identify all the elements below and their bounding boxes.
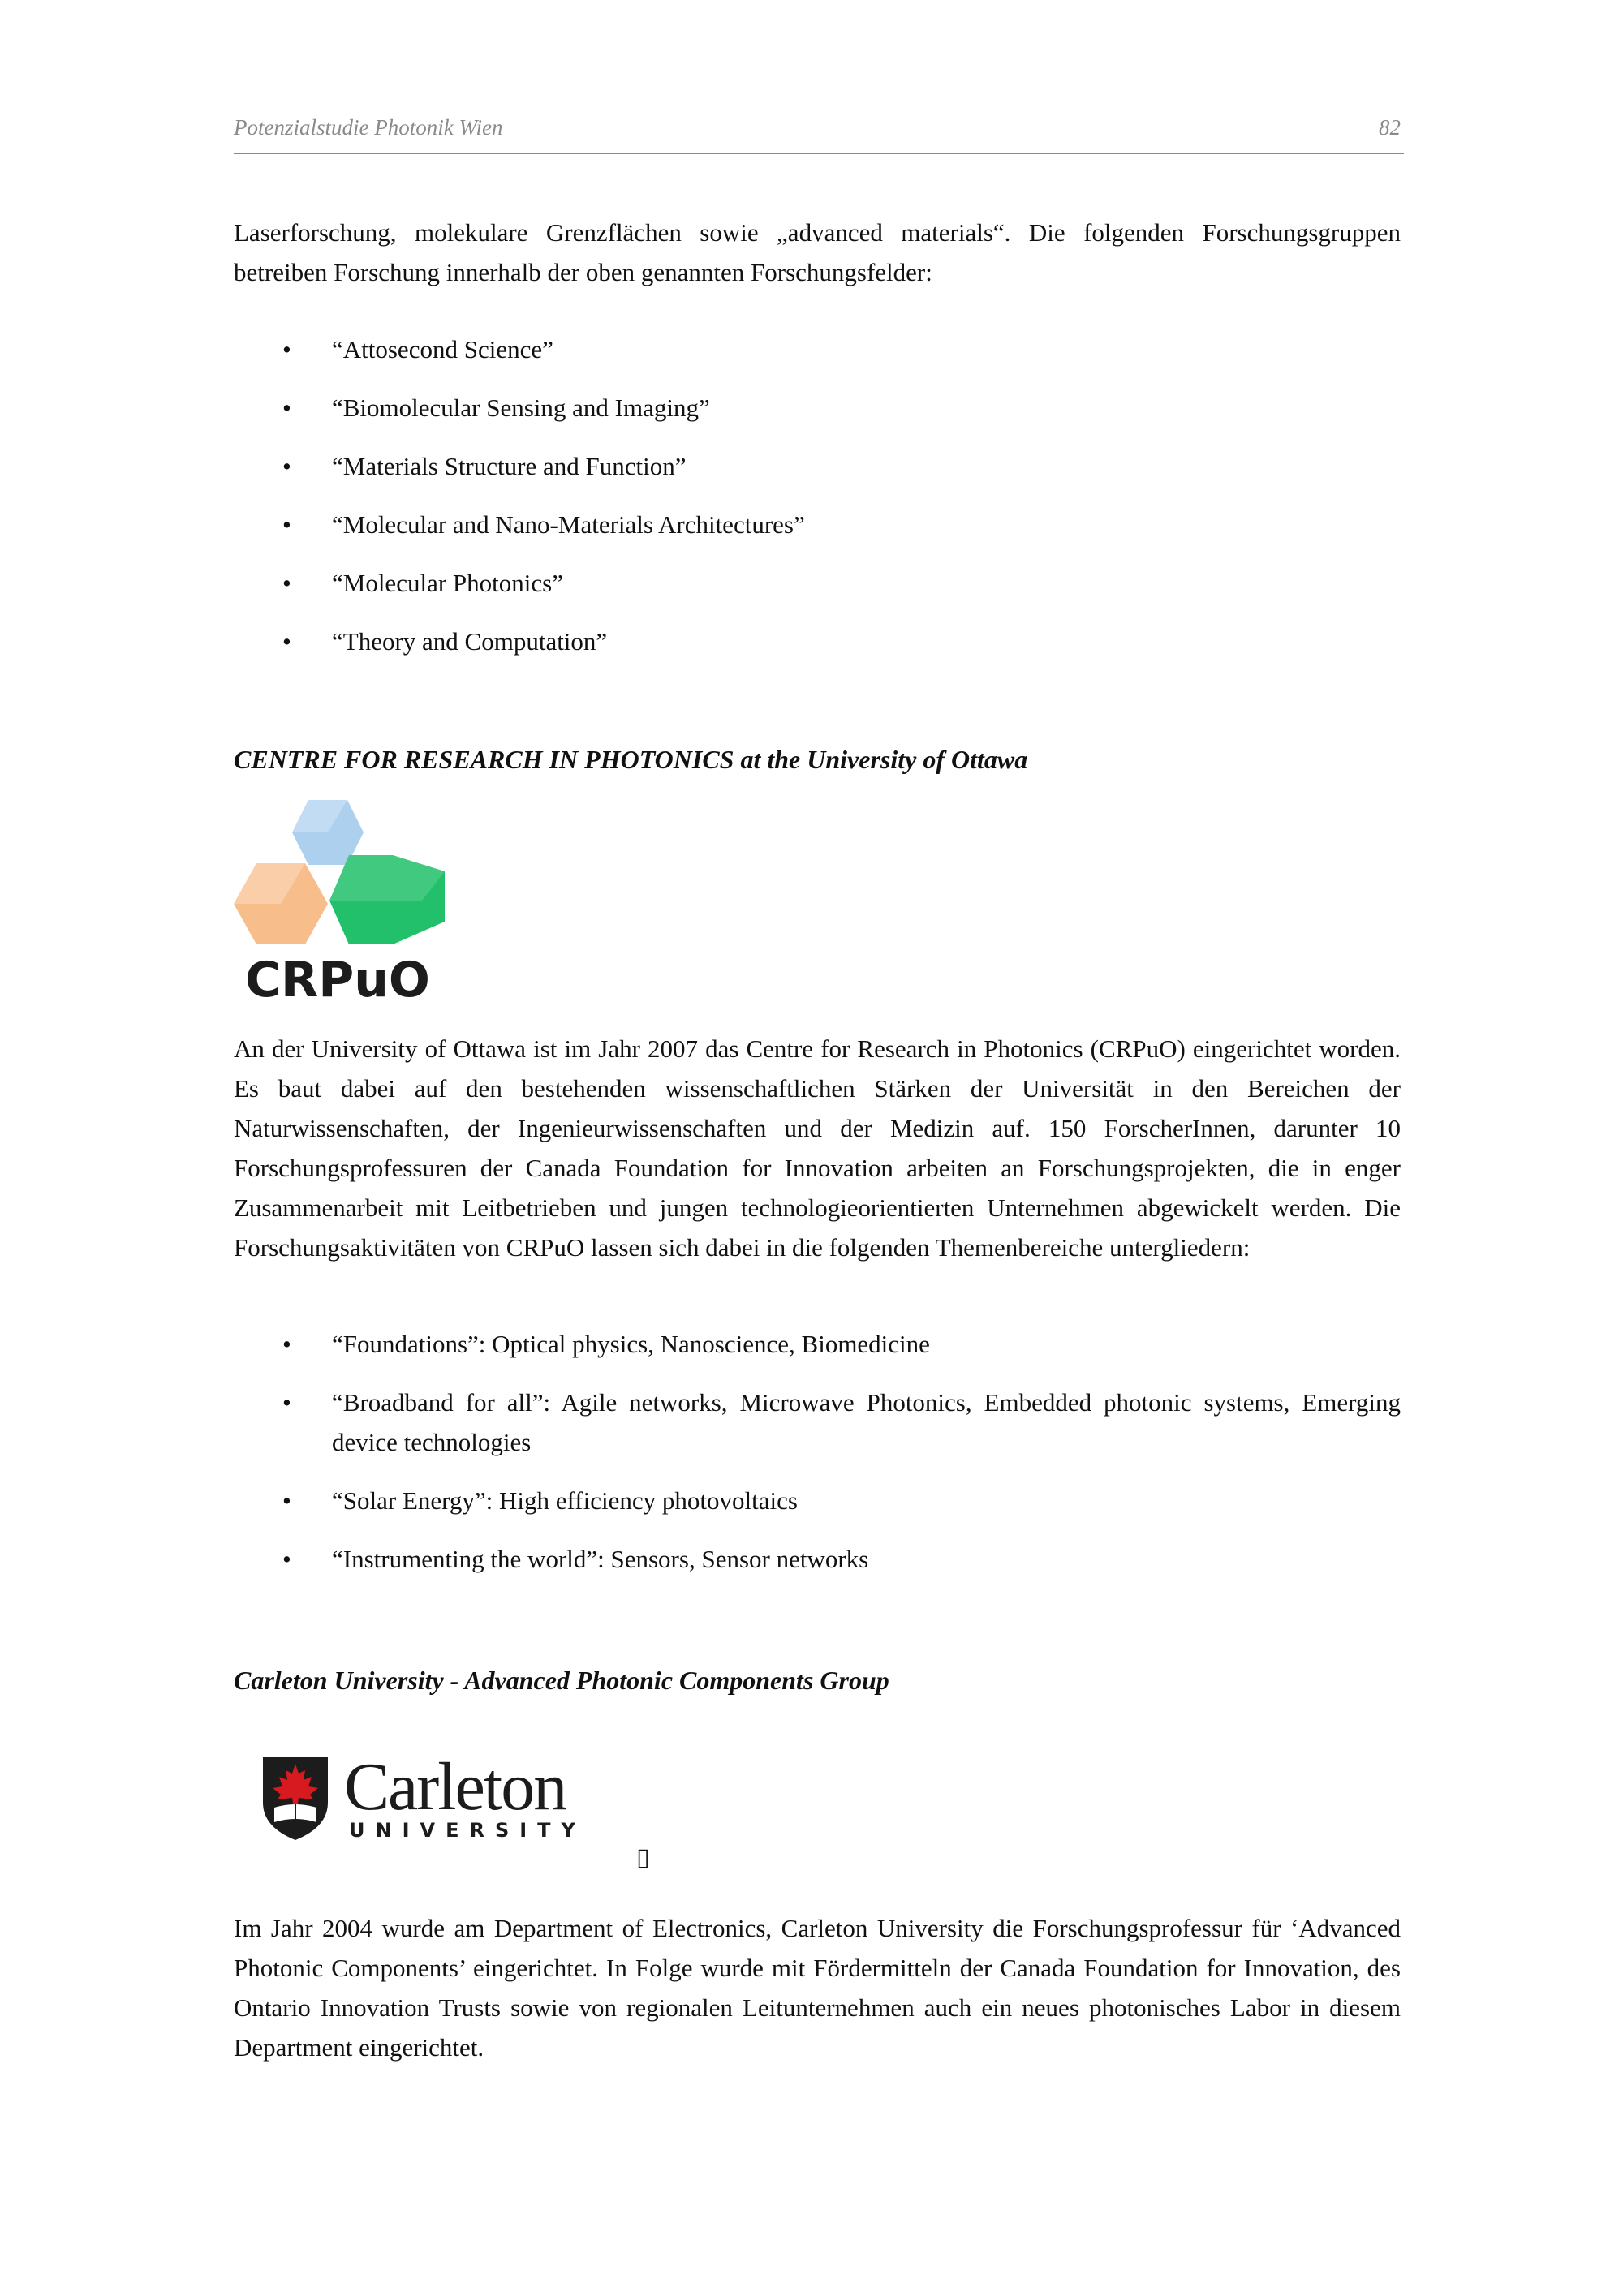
carleton-logo-name: Carleton xyxy=(344,1752,566,1825)
orange-cube-icon xyxy=(234,863,328,944)
crpuo-heading: CENTRE FOR RESEARCH IN PHOTONICS at the University of Ottawa xyxy=(234,745,1028,774)
carleton-paragraph: Im Jahr 2004 wurde am Department of Electronics, Carleton University die Forschungsprofessur für ‘Advanced Photonic Components’ eingerichtet. In Folge wurde mit Fördermitteln der Canada Foundation for Innovation, des Ontario Innovation Trusts sowie von regionalen Leitunternehmen auch ein neues photonisches Labor in diesem Department eingerichtet. xyxy=(234,1914,1401,2062)
header-title: Potenzialstudie Photonik Wien xyxy=(234,115,503,140)
list-item: • “Molecular Photonics” xyxy=(282,569,563,597)
green-cube-icon xyxy=(329,855,445,944)
list-item: • “Theory and Computation” xyxy=(282,627,608,656)
list-item: • “Molecular and Nano-Materials Architectures” xyxy=(282,510,805,539)
crpuo-logo xyxy=(234,800,445,1007)
list-item: • “Biomolecular Sensing and Imaging” xyxy=(282,393,710,422)
list-item: • “Solar Energy”: High efficiency photovoltaics xyxy=(282,1486,798,1515)
list-item: • “Attosecond Science” xyxy=(282,335,553,363)
page-header xyxy=(234,115,1404,154)
carleton-shield-icon xyxy=(263,1757,328,1840)
page-number: 82 xyxy=(1379,115,1401,140)
carleton-logo xyxy=(260,1752,625,1842)
crpuo-logo-text: CRPuO xyxy=(245,952,430,1007)
stray-glyph: ▯ xyxy=(636,1843,650,1872)
crpuo-topics-list xyxy=(234,1324,1401,1579)
carleton-logo-sub: UNIVERSITY xyxy=(349,1819,586,1842)
list-item: • “Instrumenting the world”: Sensors, Sensor networks xyxy=(282,1545,869,1573)
list-item: • “Foundations”: Optical physics, Nanoscience, Biomedicine xyxy=(282,1330,930,1358)
crpuo-paragraph: An der University of Ottawa ist im Jahr 2007 das Centre for Research in Photonics (CRPuO) eingerichtet worden. Es baut dabei auf den bestehenden wissenschaftlichen Stärken der Universität in den Bereichen der Naturwissenschaften, der Ingenieurwissenschaften und der Medizin auf. 150 ForscherInnen, darunter 10 Forschungsprofessuren der Canada Foundation for Innovation arbeiten an Forschungsprojekten, die in enger Zusammenarbeit mit Leitbetrieben und jungen technologieorientierten Unternehmen abgewickelt werden. Die Forschungsaktivitäten von CRPuO lassen sich dabei in die folgenden Themenbereiche untergliedern: xyxy=(234,1034,1401,1262)
list-item: • “Materials Structure and Function” xyxy=(282,452,687,480)
list-item: • “Broadband for all”: Agile networks, Microwave Photonics, Embedded photonic systems, Emerging device technologies xyxy=(282,1388,1401,1456)
carleton-heading: Carleton University - Advanced Photonic Components Group xyxy=(234,1666,889,1695)
research-groups-list xyxy=(234,329,1401,661)
intro-paragraph: Laserforschung, molekulare Grenzflächen sowie „advanced materials“. Die folgenden Forschungsgruppen betreiben Forschung innerhalb der oben genannten Forschungsfelder: xyxy=(234,218,1401,286)
